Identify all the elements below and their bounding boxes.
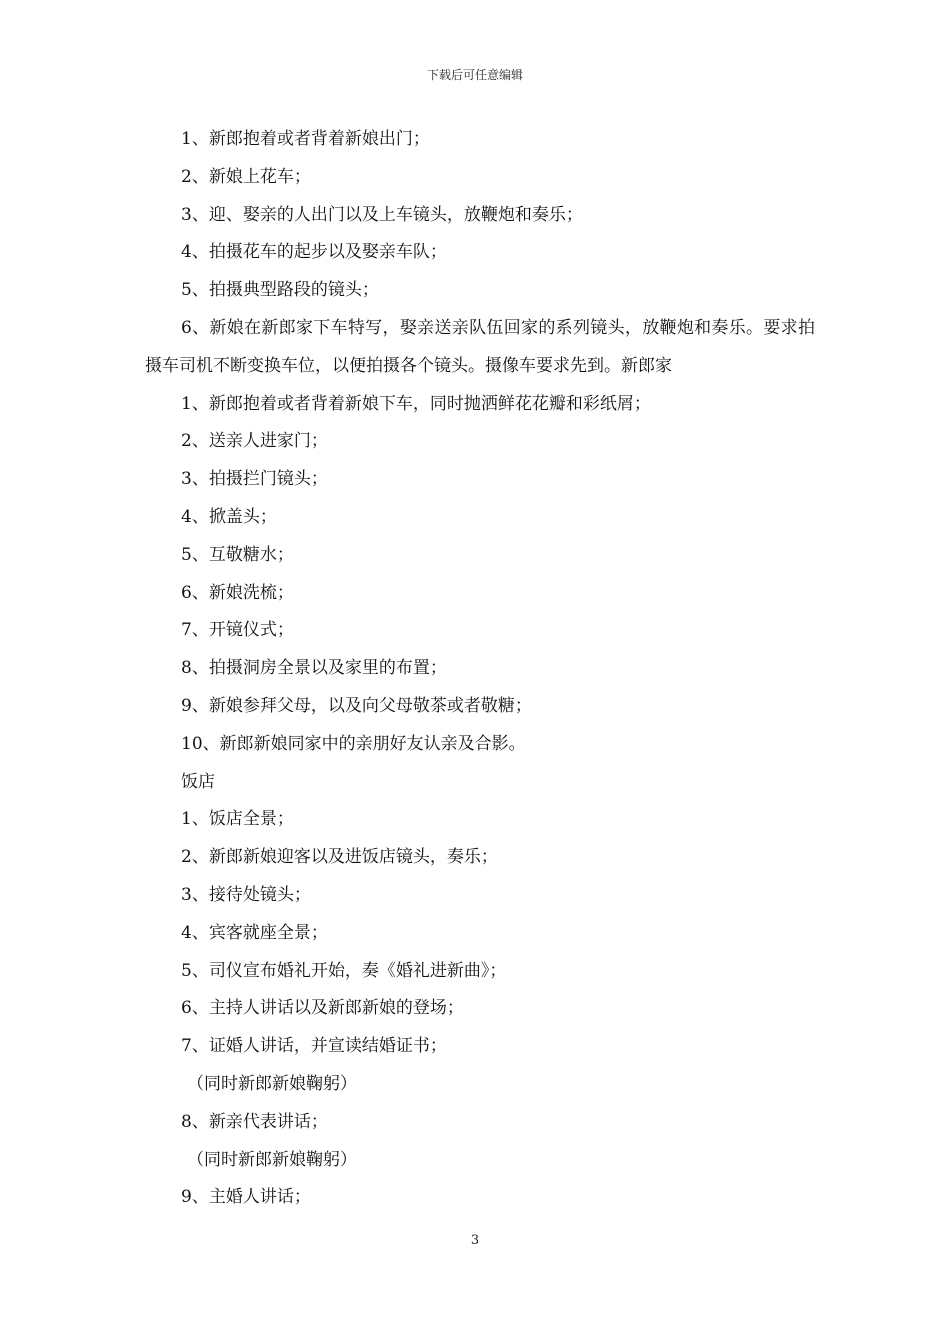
section-heading: 饭店 xyxy=(181,771,215,792)
paragraph: 2、新郎新娘迎客以及进饭店镜头，奏乐； xyxy=(181,847,498,868)
paragraph: 1、饭店全景； xyxy=(181,809,294,830)
paragraph: 3、拍摄拦门镜头； xyxy=(181,469,328,490)
page-number: 3 xyxy=(470,1233,480,1248)
paragraph: 1、新郎抱着或者背着新娘下车，同时抛洒鲜花花瓣和彩纸屑； xyxy=(181,393,651,414)
paragraph: 9、新娘参拜父母，以及向父母敬茶或者敬糖； xyxy=(181,695,532,716)
paragraph: 3、迎、娶亲的人出门以及上车镜头，放鞭炮和奏乐； xyxy=(181,204,583,225)
paragraph: 7、证婚人讲话，并宣读结婚证书； xyxy=(181,1036,447,1057)
paragraph: （同时新郎新娘鞠躬） xyxy=(187,1149,357,1170)
paragraph: 5、互敬糖水； xyxy=(181,544,294,565)
paragraph: 8、拍摄洞房全景以及家里的布置； xyxy=(181,658,447,679)
paragraph: 10、新郎新娘同家中的亲朋好友认亲及合影。 xyxy=(181,733,526,754)
paragraph: 2、新娘上花车； xyxy=(181,166,311,187)
paragraph: 7、开镜仪式； xyxy=(181,620,294,641)
paragraph: 1、新郎抱着或者背着新娘出门； xyxy=(181,129,430,149)
paragraph: 5、拍摄典型路段的镜头； xyxy=(181,280,379,301)
paragraph: （同时新郎新娘鞠躬） xyxy=(187,1073,357,1094)
page-header: 下载后可任意编辑 xyxy=(426,68,523,82)
paragraph: 4、宾客就座全景； xyxy=(181,922,328,943)
document-body xyxy=(145,121,815,1217)
paragraph: 4、拍摄花车的起步以及娶亲车队； xyxy=(181,242,447,263)
paragraph: 2、送亲人进家门； xyxy=(181,431,328,452)
paragraph: 5、司仪宣布婚礼开始，奏《婚礼进新曲》； xyxy=(181,960,507,981)
paragraph: 3、接待处镜头； xyxy=(181,884,311,905)
paragraph: 4、掀盖头； xyxy=(181,506,277,527)
paragraph: 6、新娘洗梳； xyxy=(181,582,294,603)
paragraph: 8、新亲代表讲话； xyxy=(181,1111,328,1132)
paragraph: 6、新娘在新郎家下车特写，娶亲送亲队伍回家的系列镜头，放鞭炮和奏乐。要求拍摄车司机不断变换车位，以便拍摄各个镜头。摄像车要求先到。新郎家 xyxy=(145,317,815,376)
paragraph: 9、主婚人讲话； xyxy=(181,1187,311,1208)
paragraph: 6、主持人讲话以及新郎新娘的登场； xyxy=(181,998,464,1019)
